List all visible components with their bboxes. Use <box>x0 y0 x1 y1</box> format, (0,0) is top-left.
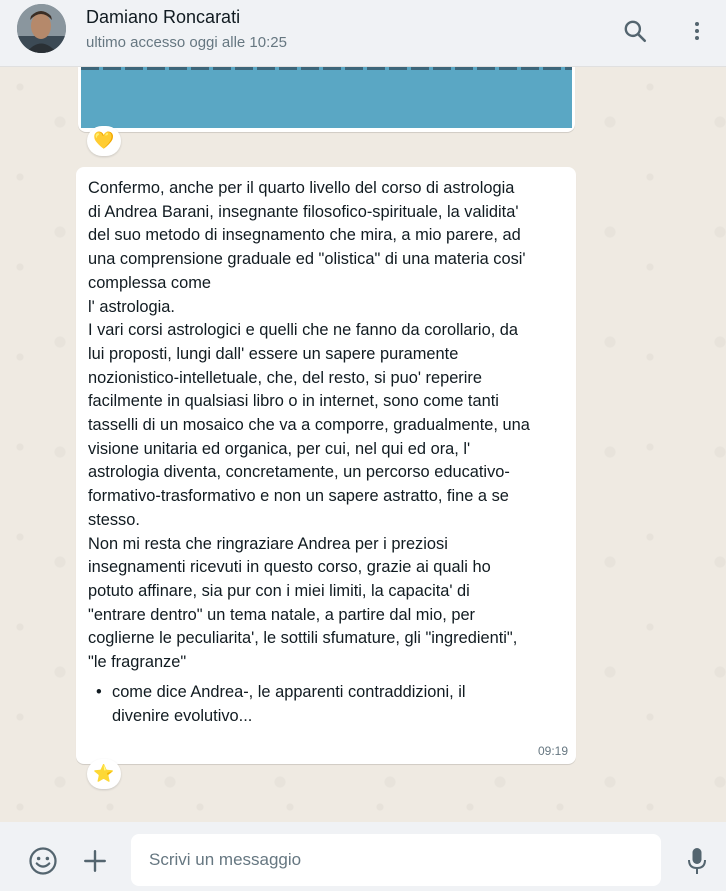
emoji-button[interactable] <box>26 844 60 878</box>
star-reaction[interactable] <box>87 759 121 789</box>
list-item-text: come dice Andrea-, le apparenti contraddizioni, il divenire evolutivo... <box>112 683 466 725</box>
search-button[interactable] <box>619 15 651 47</box>
message-timestamp: 09:19 <box>537 744 568 758</box>
plus-icon <box>82 848 108 874</box>
message-text: Confermo, anche per il quarto livello del corso di astrologia di Andrea Barani, insegnante filosofico-spirituale, la validita' del suo metodo di insegnamento che mira, a mio parere, ad una comprensione graduale ed "olistica" di una materia cosi' complessa come l' astrologia. I vari corsi astrologici e quelli che ne fanno da corollario, da lui proposti, lungi dall' essere un sapere puramente nozionistico-intelletuale, che, del resto, si puo' reperire facilmente in qualsiasi libro o in internet, sono come tanti tasselli di un mosaico che va a comporre, gradualmente, una visione unitaria ed organica, per cui, nel qui ed ora, l' astrologia diventa, concretamente, un percorso educativo- formativo-trasformativo e non un sapere astratto, fine a se stesso. Non mi resta che ringraziare Andrea per i preziosi insegnamenti ricevuti in questo corso, grazie ai quali ho potuto affinare, sia pur con i miei limiti, la capacita' di "entrare dentro" un tema natale, a partire dal mio, per coglierne le peculiarita', le sottili sfumature, gli "ingredienti", "le fragranze" <box>88 179 530 672</box>
attach-button[interactable] <box>80 846 110 876</box>
avatar[interactable] <box>17 4 66 53</box>
chat-area[interactable] <box>0 67 726 822</box>
media-image[interactable] <box>81 67 572 128</box>
bullet-point: • <box>96 683 102 701</box>
list-item <box>96 681 532 728</box>
star-icon: ⭐ <box>93 764 115 783</box>
media-message[interactable] <box>78 67 575 132</box>
menu-button[interactable] <box>681 15 713 47</box>
mic-icon <box>685 846 709 876</box>
contact-name[interactable]: Damiano Roncarati <box>86 7 241 27</box>
message-list <box>96 681 532 728</box>
compose-bar <box>0 822 726 891</box>
menu-icon <box>685 19 709 43</box>
search-icon <box>622 18 648 44</box>
chat-header <box>0 0 726 67</box>
voice-message-button[interactable] <box>683 844 711 878</box>
last-seen-status: ultimo accesso oggi alle 10:25 <box>86 34 287 51</box>
message-bubble[interactable] <box>76 167 576 764</box>
yellow-heart-icon: 💛 <box>93 131 115 150</box>
heart-reaction[interactable] <box>87 126 121 156</box>
message-input[interactable] <box>131 834 661 886</box>
emoji-icon <box>28 846 58 876</box>
